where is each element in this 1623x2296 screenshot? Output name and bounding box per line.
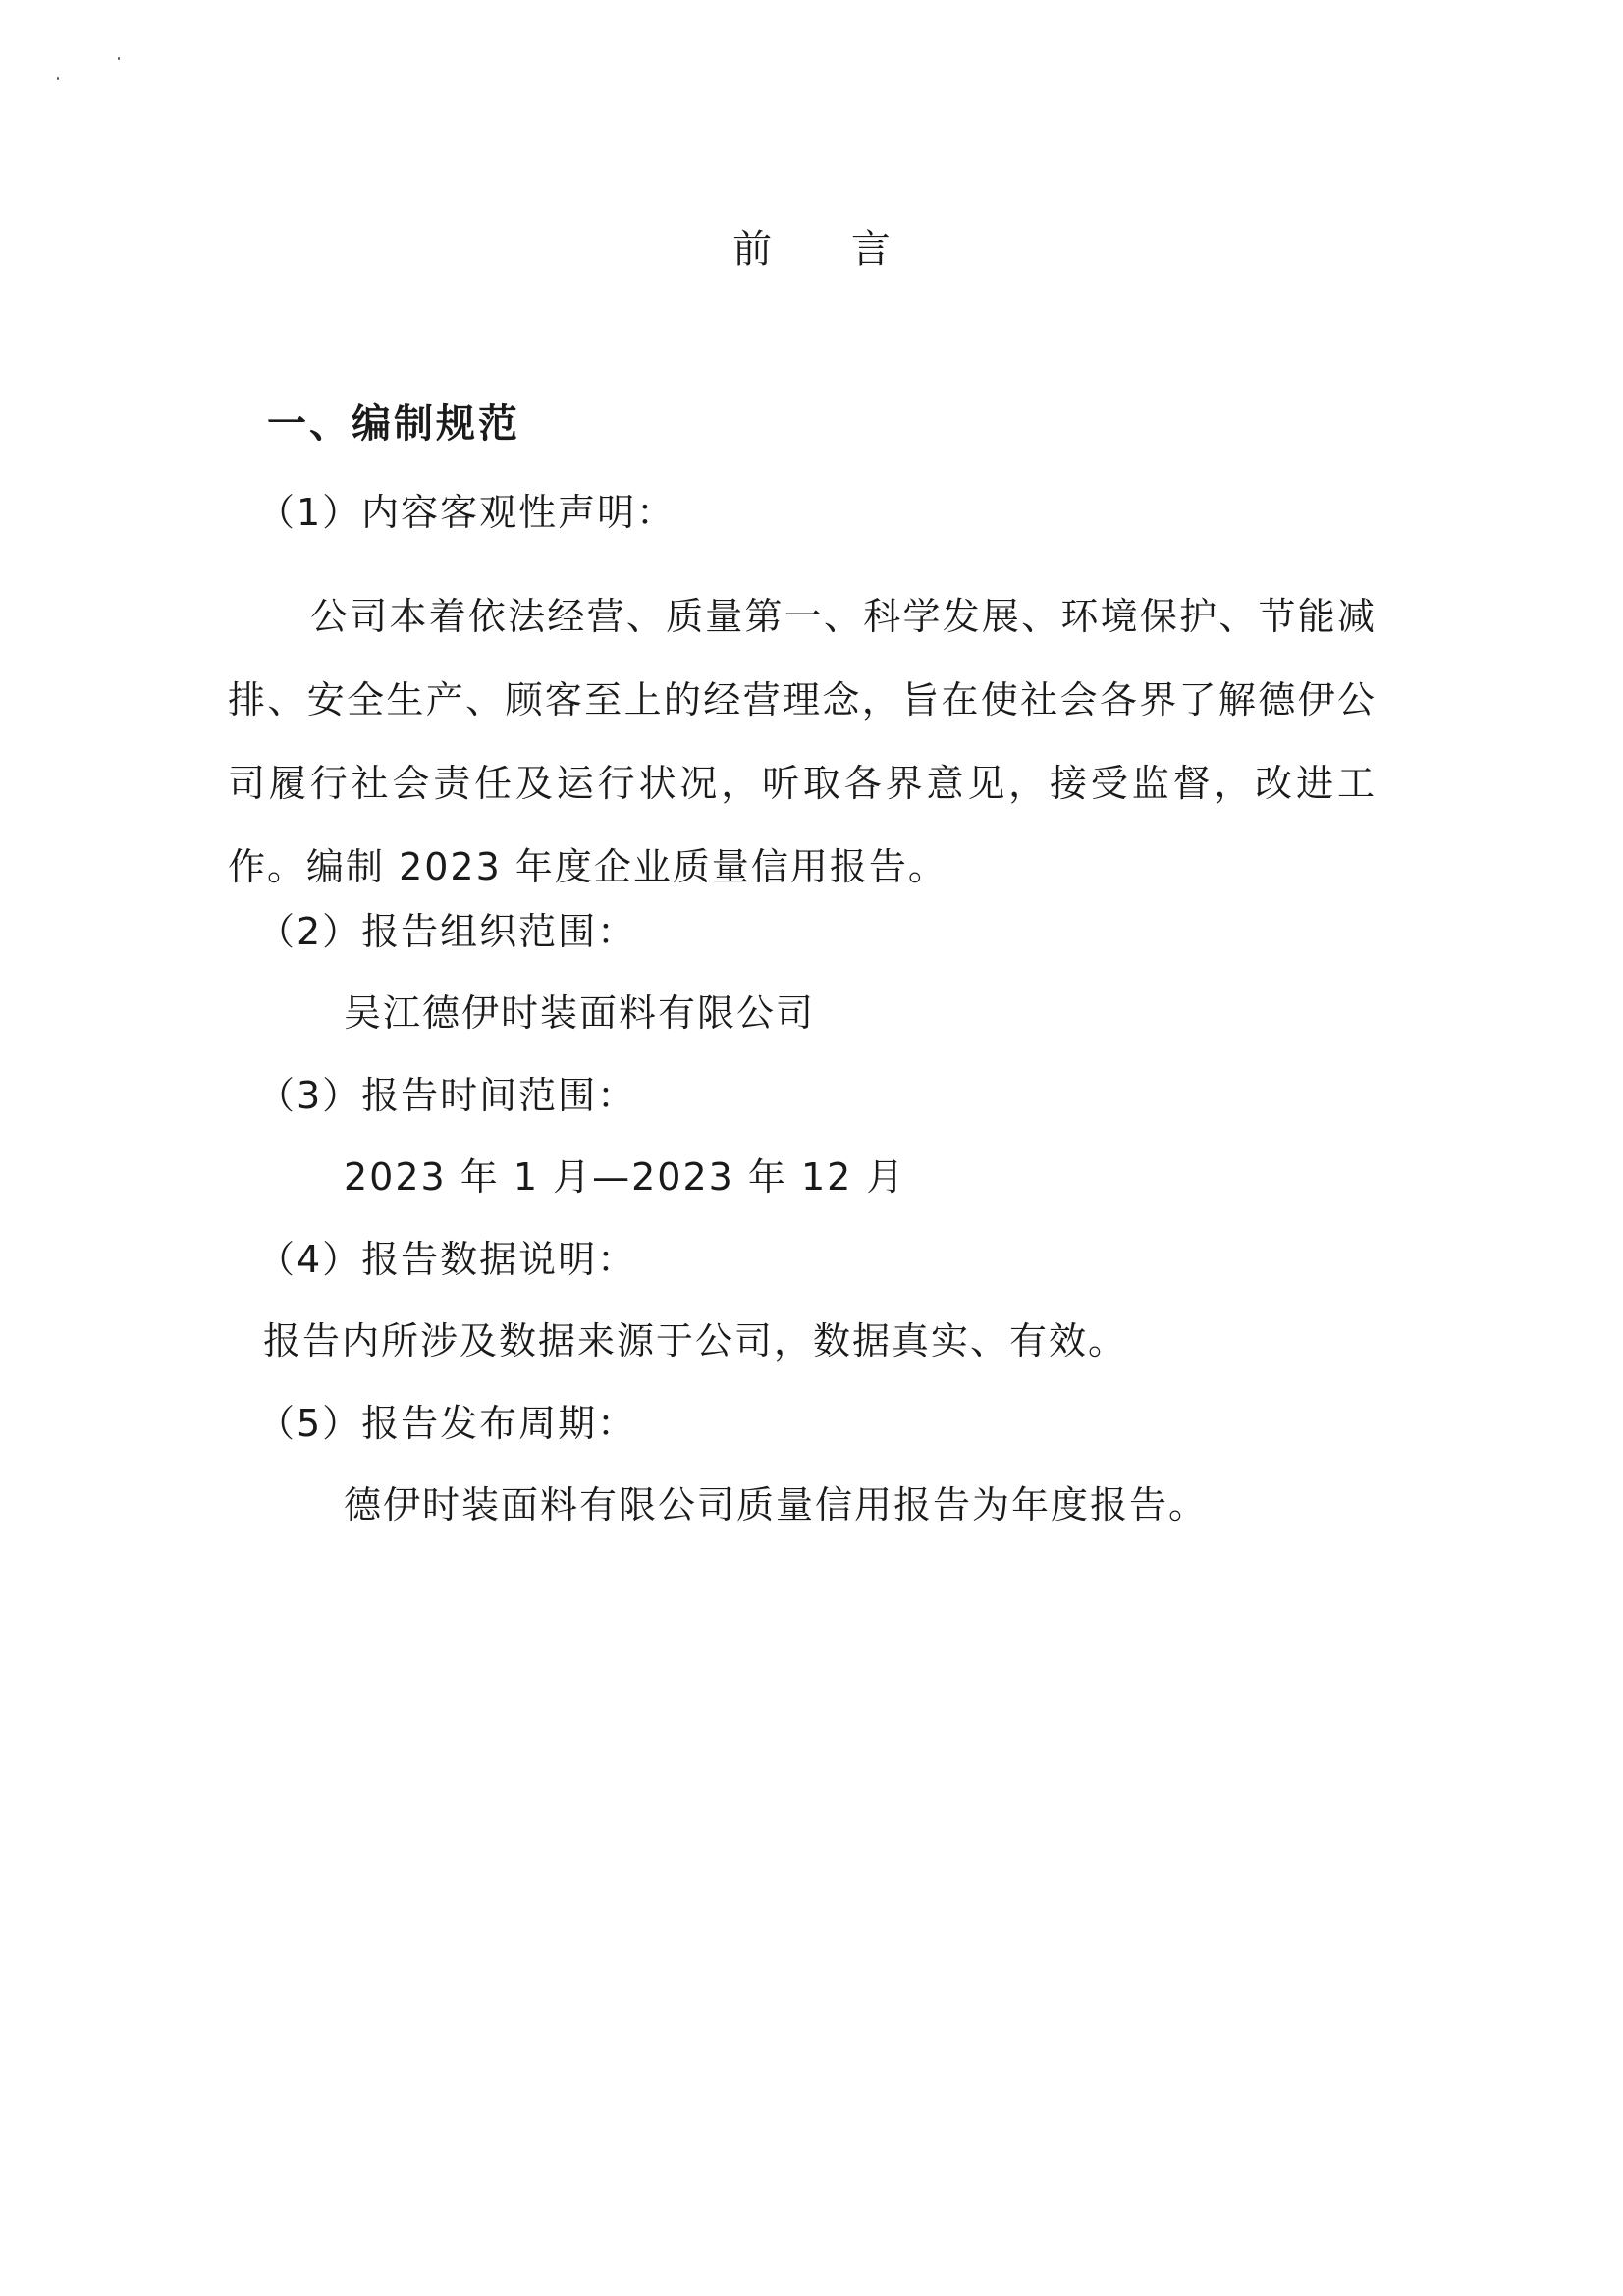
item-body-5: 德伊时装面料有限公司质量信用报告为年度报告。: [344, 1483, 1209, 1526]
item-label-2: （2）报告组织范围：: [257, 910, 637, 953]
item-label-3: （3）报告时间范围：: [257, 1074, 637, 1117]
item-label-4: （4）报告数据说明：: [257, 1238, 637, 1281]
section-heading: 一、编制规范: [267, 401, 520, 447]
item-label-5: （5）报告发布周期：: [257, 1402, 637, 1445]
scan-speck: [57, 77, 59, 80]
item-body-3: 2023 年 1 月—2023 年 12 月: [344, 1155, 906, 1199]
item-body-4: 报告内所涉及数据来源于公司，数据真实、有效。: [263, 1319, 1128, 1362]
item-body-2: 吴江德伊时装面料有限公司: [344, 991, 816, 1035]
scan-speck: [118, 57, 120, 60]
item-body-1: 公司本着依法经营、质量第一、科学发展、环境保护、节能减排、安全生产、顾客至上的经营理念，旨在使社会各界了解德伊公司履行社会责任及运行状况，听取各界意见，接受监督，改进工作。编制 2023 年度企业质量信用报告。: [228, 595, 1377, 888]
item-label-1: （1）内容客观性声明：: [257, 491, 676, 534]
page-title: 前 言: [732, 227, 924, 272]
